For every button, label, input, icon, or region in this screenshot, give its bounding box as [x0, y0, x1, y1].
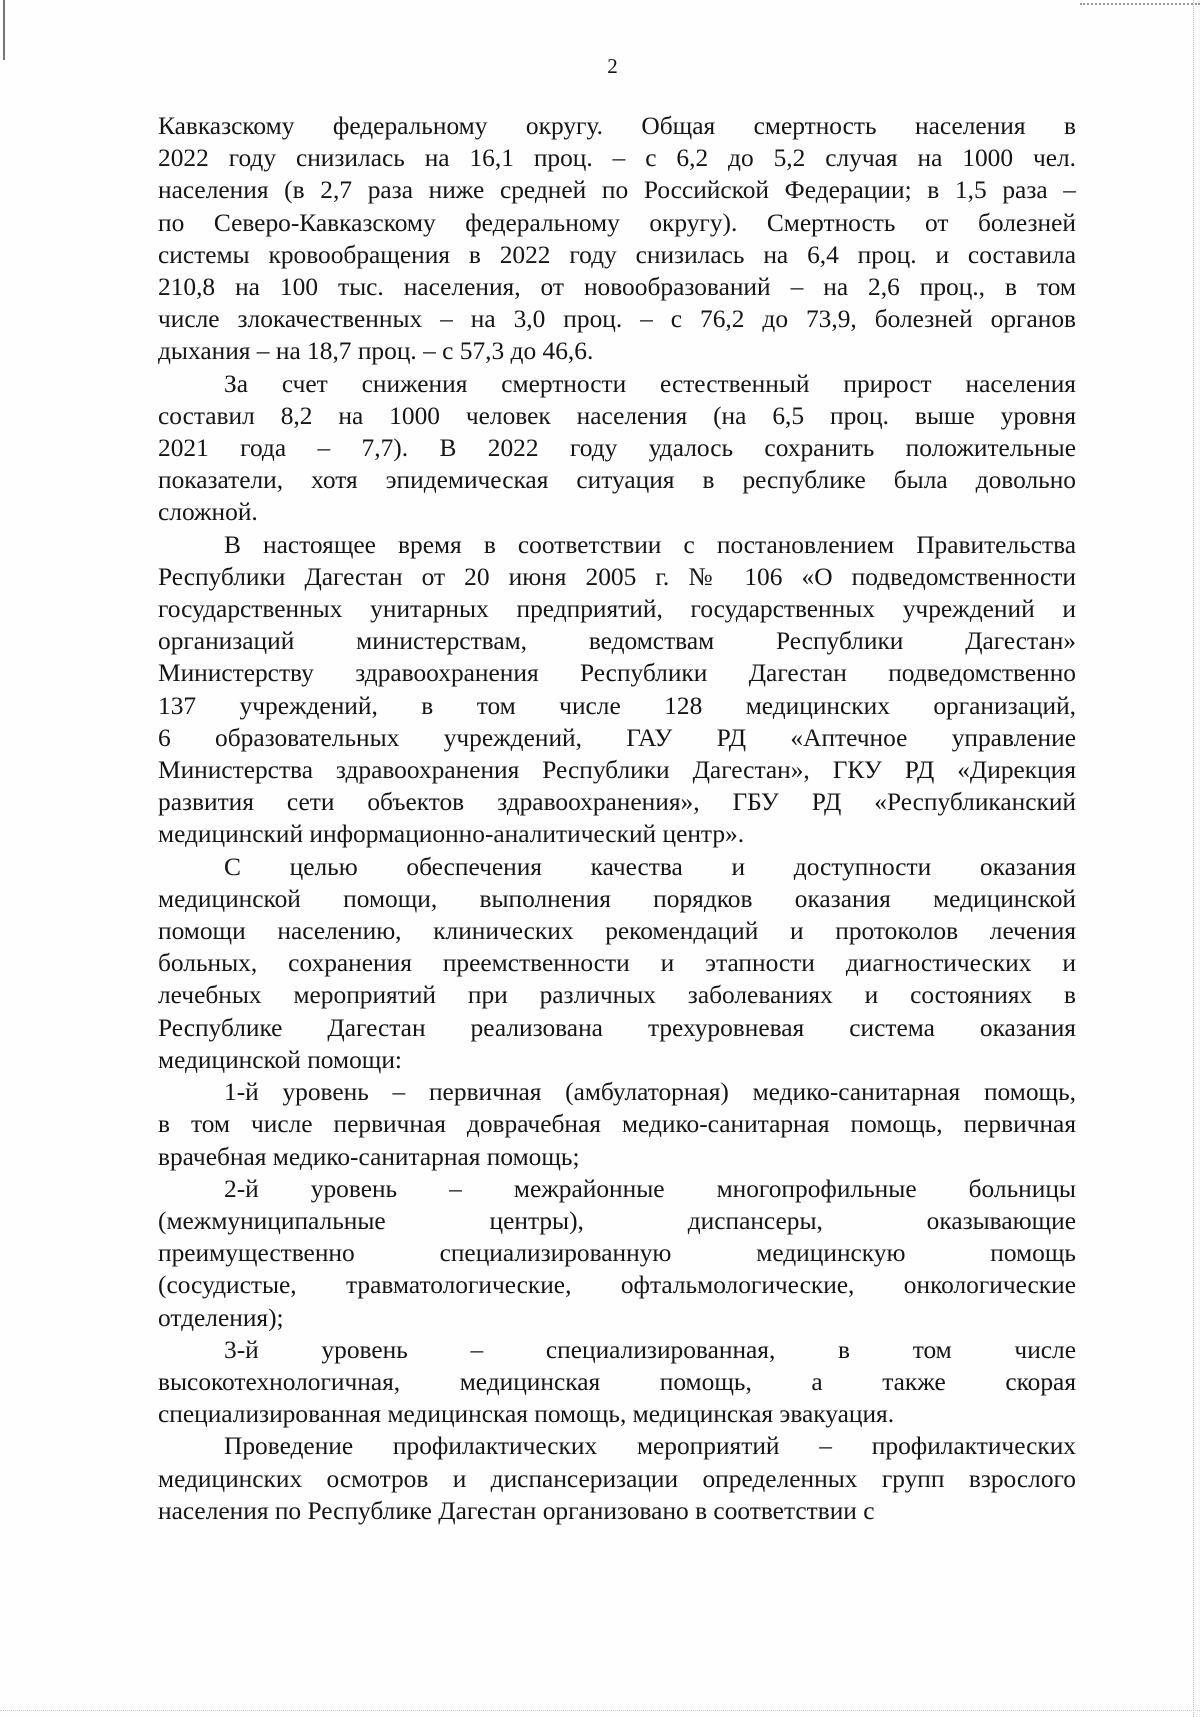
text-line: лечебных мероприятий при различных заболеваниях и состояниях в — [158, 981, 1076, 1010]
text-line: С целью обеспечения качества и доступности оказания — [224, 852, 1076, 881]
text-line: 2022 году снизилась на 16,1 проц. – с 6,2 до 5,2 случая на 1000 чел. — [158, 144, 1076, 173]
text-line: системы кровообращения в 2022 году снизилась на 6,4 проц. и составила — [158, 240, 1076, 269]
text-line: Проведение профилактических мероприятий – профилактических — [224, 1432, 1076, 1461]
scan-edge-mark — [1192, 0, 1194, 1717]
paragraph — [158, 529, 1076, 851]
text-line: помощи населению, клинических рекомендаций и протоколов лечения — [158, 917, 1076, 946]
text-line: За счет снижения смертности естественный прирост населения — [224, 369, 1076, 398]
text-line: преимущественно специализированную медицинскую помощь — [158, 1239, 1076, 1268]
document-body — [158, 110, 1076, 1527]
text-line: 3-й уровень – специализированная, в том числе — [224, 1335, 1076, 1364]
text-line: 1-й уровень – первичная (амбулаторная) медико-санитарная помощь, — [224, 1078, 1076, 1107]
text-line: развития сети объектов здравоохранения», ГБУ РД «Республиканский — [158, 788, 1076, 817]
text-line: Министерства здравоохранения Республики Дагестан», ГКУ РД «Дирекция — [158, 756, 1076, 785]
text-line: медицинской помощи, выполнения порядков оказания медицинской — [158, 884, 1076, 913]
text-line: больных, сохранения преемственности и этапности диагностических и — [158, 949, 1076, 978]
text-line: составил 8,2 на 1000 человек населения (на 6,5 проц. выше уровня — [158, 401, 1076, 430]
text-line: (сосудистые, травматологические, офтальмологические, онкологические — [158, 1271, 1076, 1300]
scan-edge-mark — [3, 0, 5, 60]
paragraph — [158, 1334, 1076, 1431]
text-line: Министерству здравоохранения Республики Дагестан подведомственно — [158, 659, 1076, 688]
scan-edge-mark — [0, 1709, 1200, 1711]
text-line: отделения); — [158, 1303, 284, 1332]
paragraph — [158, 1173, 1076, 1334]
text-line: дыхания – на 18,7 проц. – с 57,3 до 46,6. — [158, 337, 594, 366]
text-line: врачебная медико-санитарная помощь; — [158, 1142, 580, 1171]
paragraph — [158, 110, 1076, 368]
text-line: числе злокачественных – на 3,0 проц. – с 76,2 до 73,9, болезней органов — [158, 305, 1076, 334]
paragraph — [158, 1430, 1076, 1527]
text-line: населения (в 2,7 раза ниже средней по Российской Федерации; в 1,5 раза – — [158, 176, 1076, 205]
text-line: Кавказскому федеральному округу. Общая смертность населения в — [158, 112, 1076, 140]
text-line: В настоящее время в соответствии с постановлением Правительства — [224, 530, 1076, 559]
text-line: Республике Дагестан реализована трехуровневая система оказания — [158, 1013, 1076, 1042]
paragraph — [158, 851, 1076, 1076]
text-line: 2021 года – 7,7). В 2022 году удалось сохранить положительные — [158, 434, 1076, 463]
text-line: 137 учреждений, в том числе 128 медицинских организаций, — [158, 691, 1076, 720]
text-line: медицинский информационно-аналитический центр». — [158, 820, 745, 849]
text-line: медицинской помощи: — [158, 1045, 402, 1074]
text-line: населения по Республике Дагестан организовано в соответствии с — [158, 1496, 875, 1525]
text-line: сложной. — [158, 498, 258, 527]
text-line: организаций министерствам, ведомствам Республики Дагестан» — [158, 627, 1076, 656]
text-line: высокотехнологичная, медицинская помощь, а также скорая — [158, 1367, 1076, 1396]
text-line: (межмуниципальные центры), диспансеры, оказывающие — [158, 1206, 1076, 1235]
text-line: 6 образовательных учреждений, ГАУ РД «Аптечное управление — [158, 723, 1076, 752]
text-line: медицинских осмотров и диспансеризации определенных групп взрослого — [158, 1464, 1076, 1493]
scan-edge-mark — [1080, 3, 1200, 6]
text-line: 210,8 на 100 тыс. населения, от новообразований – на 2,6 проц., в том — [158, 273, 1076, 302]
text-line: государственных унитарных предприятий, государственных учреждений и — [158, 595, 1076, 624]
paragraph — [158, 1076, 1076, 1173]
text-line: в том числе первичная доврачебная медико-санитарная помощь, первичная — [158, 1110, 1076, 1139]
text-line: 2-й уровень – межрайонные многопрофильные больницы — [224, 1174, 1076, 1203]
text-line: специализированная медицинская помощь, медицинская эвакуация. — [158, 1400, 895, 1429]
text-line: показатели, хотя эпидемическая ситуация в республике была довольно — [158, 466, 1076, 495]
text-line: по Северо-Кавказскому федеральному округу). Смертность от болезней — [158, 208, 1076, 237]
text-line: Республики Дагестан от 20 июня 2005 г. № 106 «О подведомственности — [158, 562, 1076, 591]
paragraph — [158, 368, 1076, 529]
page-number: 2 — [607, 54, 618, 78]
